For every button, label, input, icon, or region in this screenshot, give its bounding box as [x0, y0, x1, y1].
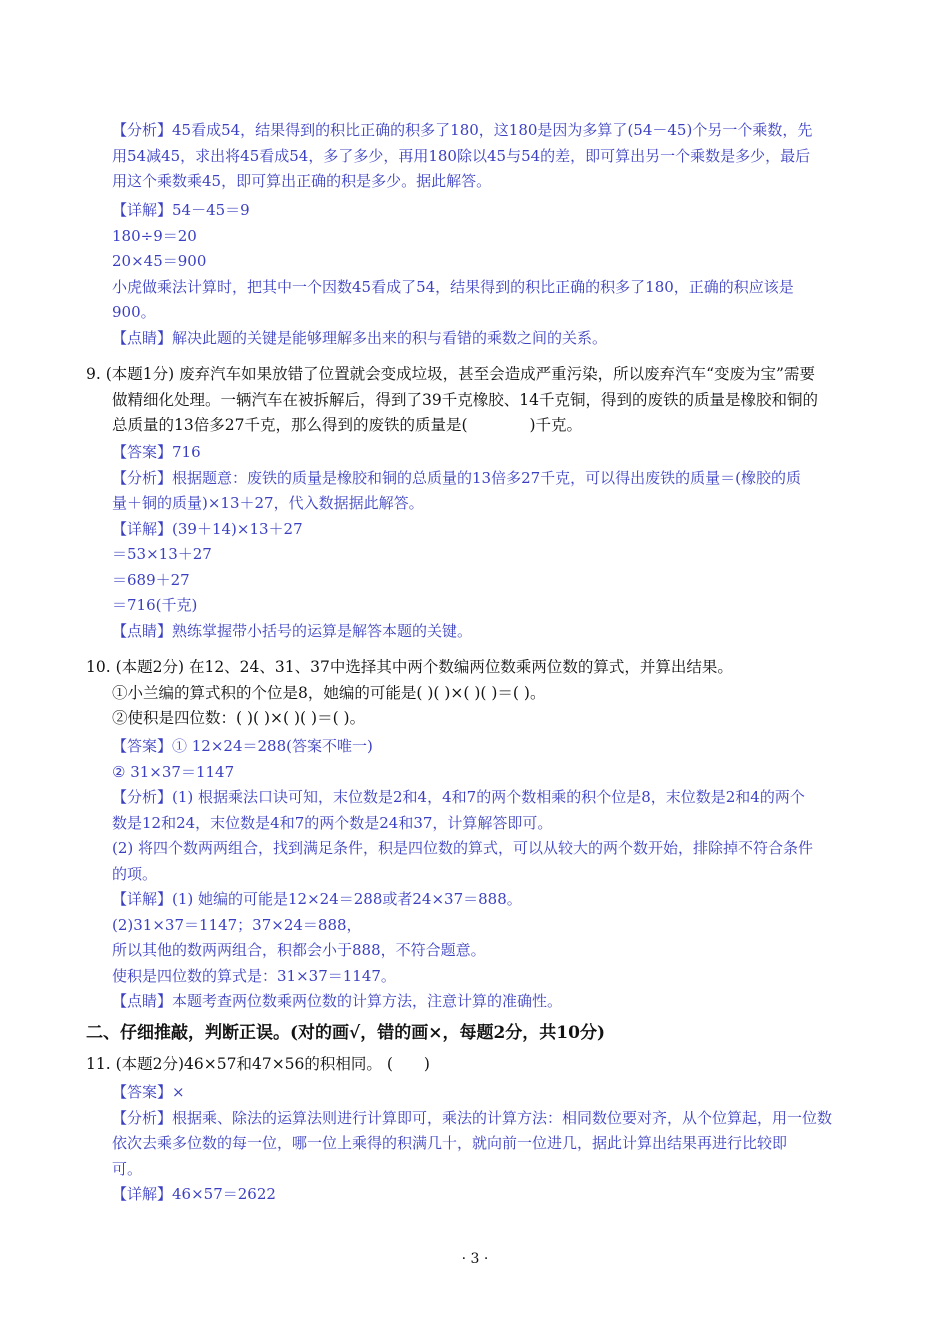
answer: 【答案】716	[112, 443, 201, 461]
text-line: 依次去乘多位数的每一位，哪一位上乘得的积满几十，就向前一位进几，据此计算出结果再进行比较即	[112, 1134, 788, 1152]
question-11-stem	[86, 1052, 876, 1078]
text-line: ①小兰编的算式积的个位是8，她编的可能是( )( )×( )( )＝( )。	[112, 683, 546, 702]
text-line: 用54减45，求出将45看成54，多了多少，再用180除以45与54的差，即可算出另一个乘数是多少，最后	[112, 146, 811, 165]
text-line: 使积是四位数的算式是：31×37＝1147。	[112, 966, 396, 985]
text-line: 数是12和24，末位数是4和7的两个数是24和37，计算解答即可。	[112, 813, 553, 832]
text-line: 总质量的13倍多27千克，那么得到的废铁的质量是( )千克。	[112, 416, 583, 434]
prev-tip	[112, 326, 862, 352]
text-line: ＝716(千克)	[112, 596, 198, 614]
text-line: 【详解】(39＋14)×13＋27	[112, 519, 303, 538]
text-line: 做精细化处理。一辆汽车在被拆解后，得到了39千克橡胶、14千克铜，得到的废铁的质量是橡胶和铜的	[112, 390, 818, 409]
text-line: 所以其他的数两两组合，积都会小于888，不符合题意。	[112, 941, 486, 959]
question-11-solution	[112, 1080, 862, 1208]
question-9-solution	[112, 440, 862, 644]
text-line: ＝689＋27	[112, 570, 190, 589]
text-line: 小虎做乘法计算时，把其中一个因数45看成了54，结果得到的积比正确的积多了180，正确的积应该是	[112, 277, 794, 296]
text-line: 【分析】根据乘、除法的运算法则进行计算即可，乘法的计算方法：相同数位要对齐，从个位算起，用一位数	[112, 1108, 833, 1127]
text-line: (2) 将四个数两两组合，找到满足条件，积是四位数的算式，可以从较大的两个数开始，排除掉不符合条件	[112, 839, 814, 857]
text-line: 180÷9＝20	[112, 226, 197, 245]
text-line: 【点睛】熟练掌握带小括号的运算是解答本题的关键。	[112, 621, 473, 640]
text-line: 量＋铜的质量)×13＋27，代入数据据此解答。	[112, 494, 424, 512]
text-line: 的项。	[112, 864, 158, 883]
page-number: · 3 ·	[461, 1251, 489, 1267]
text-line: 20×45＝900	[112, 252, 207, 270]
answer: 【答案】×	[112, 1083, 185, 1101]
prev-detail	[112, 198, 862, 326]
answer: 【答案】① 12×24＝288(答案不唯一)	[112, 737, 373, 755]
section-heading: 二、仔细推敲，判断正误。(对的画√，错的画×，每题2分，共10分)	[86, 1023, 605, 1043]
text-line: 【详解】46×57＝2622	[112, 1185, 276, 1203]
prev-analysis	[112, 118, 862, 195]
text-line: 11. (本题2分)46×57和47×56的积相同。 ( )	[86, 1055, 430, 1073]
text-line: 【点睛】解决此题的关键是能够理解多出来的积与看错的乘数之间的关系。	[112, 329, 608, 347]
text-line: 【分析】(1) 根据乘法口诀可知，末位数是2和4，4和7的两个数相乘的积个位是8，末位数是2和4的两个	[112, 788, 805, 806]
answer: ② 31×37＝1147	[112, 762, 235, 781]
text-line: 9. (本题1分) 废弃汽车如果放错了位置就会变成垃圾，甚至会造成严重污染，所以废弃汽车“变废为宝”需要	[86, 365, 815, 383]
text-line: (2)31×37＝1147；37×24＝888，	[112, 915, 362, 934]
text-line: 【点睛】本题考查两位数乘两位数的计算方法，注意计算的准确性。	[112, 992, 563, 1010]
text-line: 【详解】(1) 她编的可能是12×24＝288或者24×37＝888。	[112, 890, 522, 908]
question-10-solution	[112, 734, 862, 1015]
text-line: ＝53×13＋27	[112, 545, 212, 563]
text-line: 【分析】根据题意：废铁的质量是橡胶和铜的总质量的13倍多27千克，可以得出废铁的质量＝(橡胶的质	[112, 468, 802, 487]
question-10-stem	[86, 655, 876, 732]
text-line: 10. (本题2分) 在12、24、31、37中选择其中两个数编两位数乘两位数的算式，并算出结果。	[86, 658, 733, 676]
text-line: 可。	[112, 1159, 143, 1178]
text-line: 900。	[112, 303, 156, 321]
text-line: 【分析】45看成54，结果得到的积比正确的积多了180，这180是因为多算了(54－45)个另一个乘数，先	[112, 121, 813, 139]
text-line: 用这个乘数乘45，即可算出正确的积是多少。据此解答。	[112, 172, 492, 190]
question-9-stem	[86, 362, 876, 439]
text-line: 【详解】54－45＝9	[112, 201, 250, 219]
text-line: ②使积是四位数：( )( )×( )( )＝( )。	[112, 709, 366, 727]
